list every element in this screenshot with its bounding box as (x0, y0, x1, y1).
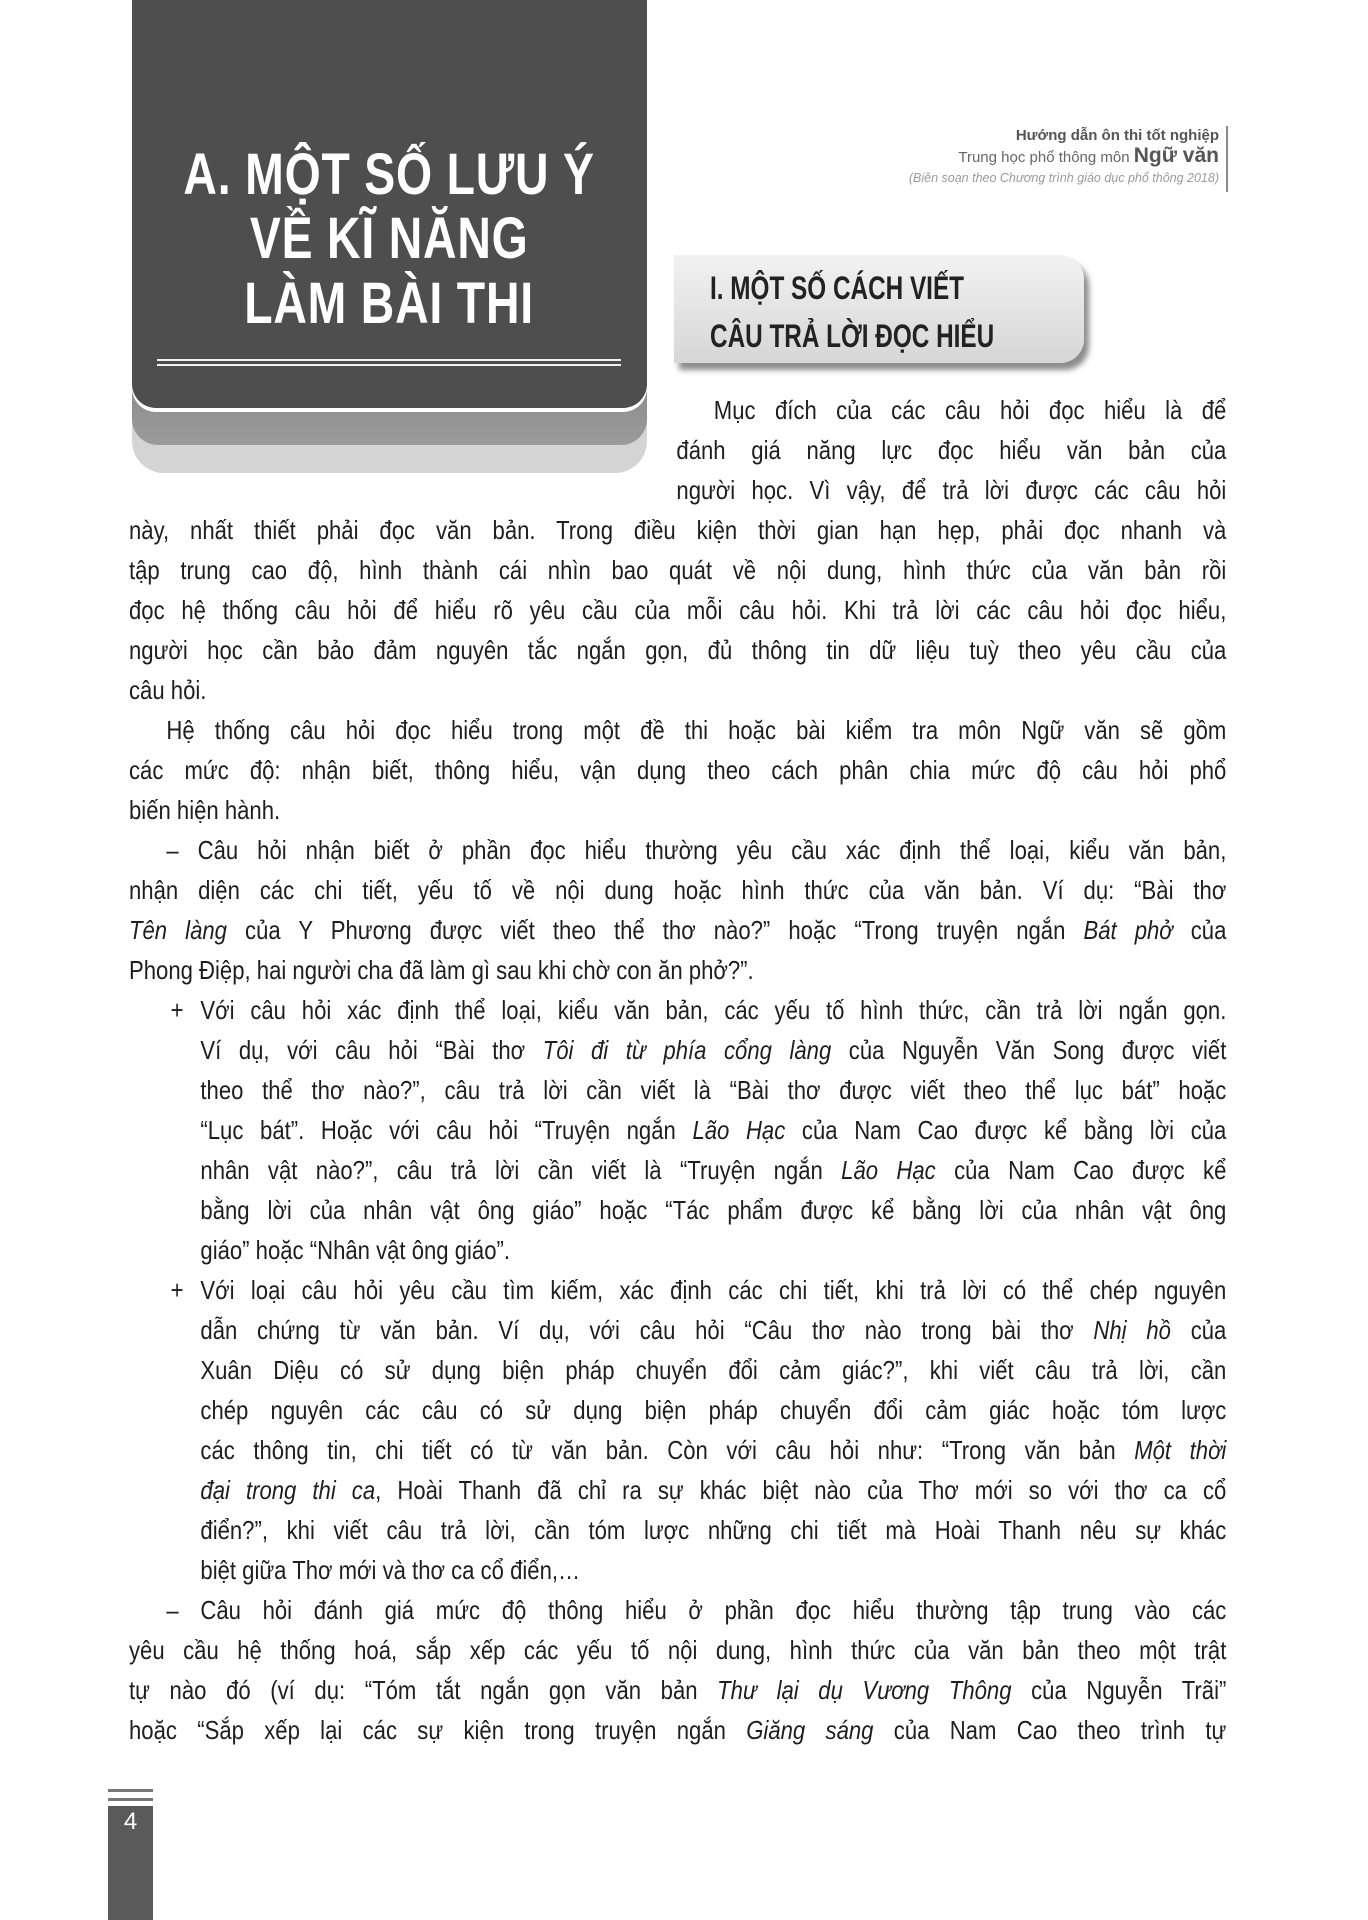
work-title: Lão Hạc (692, 1115, 786, 1145)
text-line (129, 790, 1226, 830)
text-line (200, 1430, 1226, 1470)
text-line (676, 430, 1226, 470)
text-run: của Nguyễn Văn Song được viết (831, 1035, 1227, 1065)
text-line (129, 950, 1226, 990)
text-run: chép nguyên các câu có sử dụng biện pháp chuyển đổi cảm giác hoặc tóm lược (200, 1395, 1227, 1425)
text-run: của (1170, 1315, 1227, 1345)
text-line (200, 1110, 1226, 1150)
text-line (129, 670, 1226, 710)
text-line (129, 1590, 1226, 1630)
text-line (129, 830, 1226, 870)
bullet-item (129, 1270, 1226, 1590)
text-line (200, 1030, 1226, 1070)
text-line (200, 1390, 1226, 1430)
text-line (170, 1270, 1227, 1310)
text-run: Với loại câu hỏi yêu cầu tìm kiếm, xác định các chi tiết, khi trả lời có thể chép nguyên (200, 1275, 1227, 1305)
text-line (200, 1070, 1226, 1110)
text-run: biệt giữa Thơ mới và thơ ca cổ điển,… (200, 1555, 581, 1585)
text-run: “Lục bát”. Hoặc với câu hỏi “Truyện ngắn (200, 1115, 693, 1145)
text-run: người học cần bảo đảm nguyên tắc ngắn gọn, đủ thông tin dữ liệu tuỳ theo yêu cầu của (129, 635, 1227, 665)
text-run: Mục đích của các câu hỏi đọc hiểu là để (713, 395, 1227, 425)
text-run: đọc hệ thống câu hỏi để hiểu rõ yêu cầu của mỗi câu hỏi. Khi trả lời các câu hỏi đọc hiểu, (129, 595, 1227, 625)
text-line (170, 990, 1227, 1030)
text-run: nhân vật nào?”, câu trả lời cần viết là “Truyện ngắn (200, 1155, 842, 1185)
header-book-title: Hướng dẫn ôn thi tốt nghiệp (1015, 127, 1219, 144)
text-run: bằng lời của nhân vật ông giáo” hoặc “Tác phẩm được kể bằng lời của nhân vật ông (200, 1195, 1227, 1225)
work-title: Tôi đi từ phía cổng làng (542, 1035, 832, 1065)
text-line (129, 750, 1226, 790)
header-subtitle-prefix: Trung học phổ thông môn (958, 149, 1134, 166)
text-run: của Nam Cao được kể (935, 1155, 1227, 1185)
chapter-title-text: LÀM BÀI THI (244, 271, 535, 336)
chapter-double-rule (157, 359, 621, 366)
work-title: Một thời (1134, 1435, 1227, 1465)
text-line (676, 390, 1226, 430)
text-line (129, 550, 1226, 590)
running-header (909, 126, 1219, 188)
text-run: Hệ thống câu hỏi đọc hiểu trong một đề thi hoặc bài kiểm tra môn Ngữ văn sẽ gồm (166, 715, 1227, 745)
text-line (200, 1350, 1226, 1390)
text-run: – Câu hỏi đánh giá mức độ thông hiểu ở phần đọc hiểu thường tập trung vào các (166, 1595, 1227, 1625)
text-run: tự nào đó (ví dụ: “Tóm tắt ngắn gọn văn bản (129, 1675, 718, 1705)
text-run: tập trung cao độ, hình thành cái nhìn bao quát về nội dung, hình thức của văn bản rồi (129, 555, 1227, 585)
text-line (129, 630, 1226, 670)
chapter-banner (132, 0, 647, 408)
page-number: 4 (123, 1808, 138, 1835)
work-title: Thư lại dụ Vương Thông (717, 1675, 1012, 1705)
text-run: người học. Vì vậy, để trả lời được các câu hỏi (676, 475, 1227, 505)
text-line (129, 590, 1226, 630)
text-run: , Hoài Thanh đã chỉ ra sự khác biệt nào của Thơ mới so với thơ ca cổ (375, 1475, 1227, 1505)
text-line (200, 1230, 1226, 1270)
paragraph (129, 830, 1226, 990)
page-number-tab (108, 1806, 153, 1920)
paragraph (129, 1590, 1226, 1750)
paragraph (129, 710, 1226, 830)
text-run: – Câu hỏi nhận biết ở phần đọc hiểu thường yêu cầu xác định thể loại, kiểu văn bản, (166, 835, 1227, 865)
text-run: điển?”, khi viết câu trả lời, cần tóm lược những chi tiết mà Hoài Thanh nêu sự khác (200, 1515, 1227, 1545)
chapter-title-line (132, 207, 647, 271)
work-title: đại trong thi ca (200, 1475, 376, 1505)
text-run: Phong Điệp, hai người cha đã làm gì sau khi chờ con ăn phở?”. (129, 955, 754, 985)
text-run: dẫn chứng từ văn bản. Ví dụ, với câu hỏi “Câu thơ nào trong bài thơ (200, 1315, 1094, 1345)
chapter-title-text: VỀ KĨ NĂNG (250, 206, 529, 271)
text-line (200, 1510, 1226, 1550)
text-line (129, 910, 1226, 950)
page-number-rule (108, 1789, 153, 1801)
bullet-item (129, 990, 1226, 1270)
text-line (129, 1670, 1226, 1710)
body-text (129, 390, 1226, 1750)
text-run: Ví dụ, với câu hỏi “Bài thơ (200, 1035, 543, 1065)
text-run: của Nam Cao được kể bằng lời của (785, 1115, 1227, 1145)
text-line (200, 1150, 1226, 1190)
text-run: đánh giá năng lực đọc hiểu văn bản của (676, 435, 1227, 465)
text-run: nhận diện các chi tiết, yếu tố về nội dung hoặc hình thức của văn bản. Ví dụ: “Bài thơ (129, 875, 1227, 905)
chapter-title-text: A. MỘT SỐ LƯU Ý (183, 142, 596, 207)
chapter-title-line (132, 272, 647, 336)
text-run: của Nam Cao theo trình tự (873, 1715, 1227, 1745)
work-title: Tên làng (129, 915, 227, 945)
header-note: (Biên soạn theo Chương trình giáo dục phổ thông 2018) (908, 171, 1219, 185)
section-title-line: I. MỘT SỐ CÁCH VIẾT (710, 270, 965, 306)
bullet-marker: + (170, 1275, 184, 1305)
text-line (200, 1470, 1226, 1510)
text-line (129, 1710, 1226, 1750)
text-line (200, 1550, 1226, 1590)
chapter-title-line (132, 143, 647, 207)
text-line (129, 710, 1226, 750)
text-line (200, 1190, 1226, 1230)
text-line (129, 1630, 1226, 1670)
text-run: hoặc “Sắp xếp lại các sự kiện trong truyện ngắn (129, 1715, 747, 1745)
header-subject: Ngữ văn (1133, 144, 1219, 167)
work-title: Bát phở (1083, 915, 1173, 945)
text-run: Với câu hỏi xác định thể loại, kiểu văn bản, các yếu tố hình thức, cần trả lời ngắn gọn. (200, 995, 1227, 1025)
bullet-marker: + (170, 995, 184, 1025)
header-divider (1226, 126, 1228, 192)
text-run: của Nguyễn Trãi” (1011, 1675, 1227, 1705)
text-run: các mức độ: nhận biết, thông hiểu, vận dụng theo cách phân chia mức độ câu hỏi phổ (129, 755, 1227, 785)
text-run: yêu cầu hệ thống hoá, sắp xếp các yếu tố nội dung, hình thức của văn bản theo một trật (129, 1635, 1227, 1665)
paragraph (129, 390, 1226, 710)
text-run: các thông tin, chi tiết có từ văn bản. Còn với câu hỏi như: “Trong văn bản (200, 1435, 1135, 1465)
section-heading-box (674, 255, 1084, 363)
text-run: của Y Phương được viết theo thể thơ nào?” hoặc “Trong truyện ngắn (226, 915, 1084, 945)
text-run: Xuân Diệu có sử dụng biện pháp chuyển đổi cảm giác?”, khi viết câu trả lời, cần (200, 1355, 1227, 1385)
text-line (129, 510, 1226, 550)
text-run: biến hiện hành. (129, 795, 281, 825)
text-line (200, 1310, 1226, 1350)
section-title-line: CÂU TRẢ LỜI ĐỌC HIỂU (710, 318, 995, 354)
text-run: này, nhất thiết phải đọc văn bản. Trong điều kiện thời gian hạn hẹp, phải đọc nhanh và (129, 515, 1227, 545)
text-line (676, 470, 1226, 510)
work-title: Lão Hạc (841, 1155, 936, 1185)
text-run: của (1172, 915, 1227, 945)
text-run: giáo” hoặc “Nhân vật ông giáo”. (200, 1235, 510, 1265)
text-run: câu hỏi. (129, 675, 207, 705)
text-run: theo thể thơ nào?”, câu trả lời cần viết là “Bài thơ được viết theo thể lục bát” hoặc (200, 1075, 1227, 1105)
text-line (129, 870, 1226, 910)
header-subtitle (909, 146, 1219, 168)
work-title: Nhị hồ (1093, 1315, 1171, 1345)
work-title: Giăng sáng (746, 1715, 874, 1745)
